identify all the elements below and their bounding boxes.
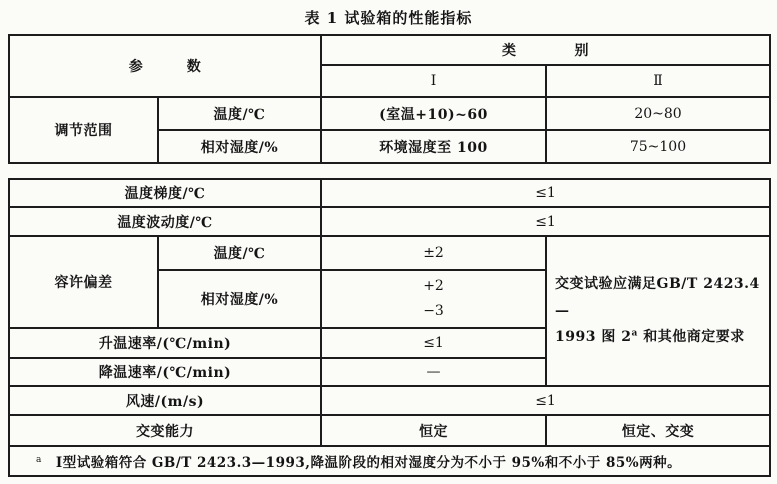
cool-rate-label-cell: 降温速率/(℃/min) xyxy=(9,358,321,386)
footnote-marker: a xyxy=(36,454,42,465)
table-row xyxy=(9,97,770,130)
table-row xyxy=(9,415,770,446)
humidity-label-cell: 相对湿度/% xyxy=(158,130,321,163)
temperature-type-i-value: (室温+10)~60 xyxy=(321,97,546,130)
wind-speed-value-cell: ≤1 xyxy=(321,386,770,415)
table-row xyxy=(9,207,770,236)
table-row xyxy=(9,35,770,65)
deviation-group-cell: 容许偏差 xyxy=(9,236,158,328)
humidity-type-ii-value: 75~100 xyxy=(546,130,770,163)
deviation-temp-value-cell: ±2 xyxy=(321,236,546,270)
type-ii-header: Ⅱ xyxy=(546,65,770,97)
humidity-plus-tolerance: +2 xyxy=(423,277,444,294)
type-i-header: Ⅰ xyxy=(321,65,546,97)
alternating-type-i-value: 恒定 xyxy=(321,415,546,446)
alternating-test-note-cell xyxy=(546,236,770,386)
cool-rate-value-cell: — xyxy=(321,358,546,386)
table-row xyxy=(9,386,770,415)
temp-fluctuation-label-cell: 温度波动度/℃ xyxy=(9,207,321,236)
deviation-humidity-value-cell xyxy=(321,270,546,328)
temp-gradient-label-cell: 温度梯度/℃ xyxy=(9,179,321,207)
alternating-type-ii-value: 恒定、交变 xyxy=(546,415,770,446)
deviation-temp-label-cell: 温度/℃ xyxy=(158,236,321,270)
table-title: 表 1 试验箱的性能指标 xyxy=(304,9,473,27)
params-header-cell: 参 数 xyxy=(9,35,321,97)
footnote-ref-a: a xyxy=(631,328,638,339)
humidity-type-i-value: 环境湿度至 100 xyxy=(321,130,546,163)
performance-table-top xyxy=(8,34,771,164)
temp-fluctuation-value-cell: ≤1 xyxy=(321,207,770,236)
deviation-humidity-label-cell: 相对湿度/% xyxy=(158,270,321,328)
footnote-cell xyxy=(9,446,770,476)
wind-speed-label-cell: 风速/(m/s) xyxy=(9,386,321,415)
heat-rate-value-cell: ≤1 xyxy=(321,328,546,358)
humidity-minus-tolerance: −3 xyxy=(423,303,444,319)
alternating-label-cell: 交变能力 xyxy=(9,415,321,446)
table-row xyxy=(9,179,770,207)
temp-gradient-value-cell: ≤1 xyxy=(321,179,770,207)
adjust-range-group-cell: 调节范围 xyxy=(9,97,158,163)
note-line-1: 交变试验应满足GB/T 2423.4— xyxy=(555,276,760,319)
heat-rate-label-cell: 升温速率/(℃/min) xyxy=(9,328,321,358)
temperature-label-cell: 温度/℃ xyxy=(158,97,321,130)
note-line-2: 1993 图 2$^a$ 和其他商定要求 xyxy=(555,328,745,346)
table-row xyxy=(9,236,770,270)
footnote-text: Ⅰ型试验箱符合 GB/T 2423.3—1993,降温阶段的相对湿度分为不小于 95%和不小于 85%两种。 xyxy=(55,455,682,471)
performance-table-bottom xyxy=(8,178,771,477)
temperature-type-ii-value: 20~80 xyxy=(546,97,770,130)
table-row xyxy=(9,446,770,476)
category-header-cell: 类 别 xyxy=(321,35,770,65)
